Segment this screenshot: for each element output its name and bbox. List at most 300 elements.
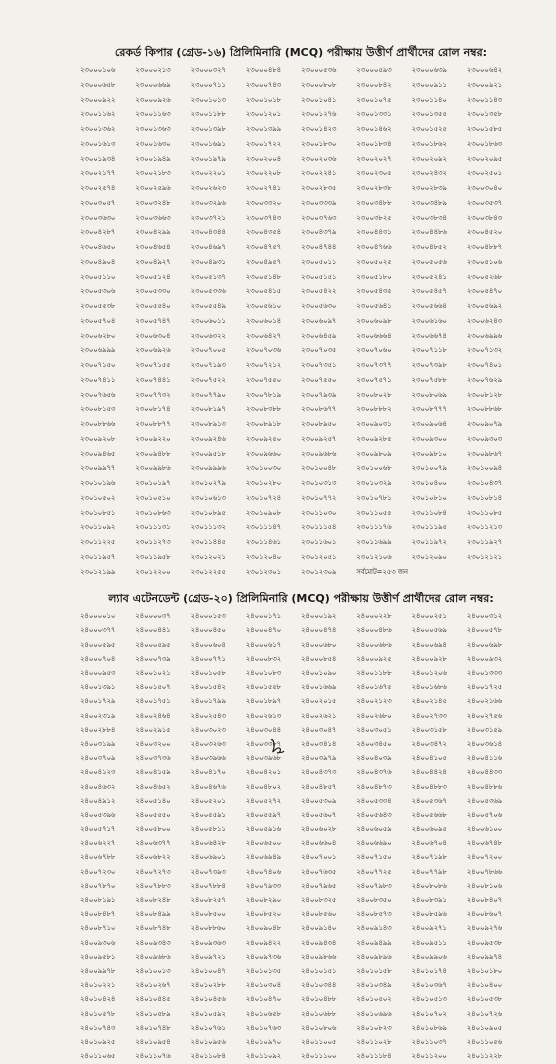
roll-number-cell: ২৪০০১১৮৮: [356, 669, 392, 677]
roll-number-cell: ২৩০০৯৪৮৮: [135, 449, 171, 458]
roll-number-cell: ২৩০১০৭৭২: [301, 493, 337, 502]
roll-number-cell: ২৪০০০৫৬৯: [411, 626, 447, 635]
roll-number-cell: ২৪০০৭৯৮৩: [356, 881, 392, 890]
roll-number-cell: ২৪০০৭৯৩৩: [245, 881, 282, 890]
roll-number-cell: ২৪০০৩০২৩: [190, 725, 226, 734]
signature: [268, 736, 286, 756]
roll-number-cell: ২৪০১০৫৮৯: [135, 1009, 171, 1018]
roll-number-cell: ২৩০১১২২৫: [80, 538, 116, 546]
roll-number-cell: ২৩০১০০৪৮: [301, 464, 337, 473]
roll-number-cell: ২৪০০১৫৪২: [190, 683, 226, 692]
roll-number-cell: ২৪০০০৬১৭: [245, 640, 282, 649]
roll-number-cell: ২৪০০৪৯১২: [80, 796, 116, 805]
roll-number-cell: ২৩০১২১২১: [466, 552, 503, 561]
roll-number-cell: ২৪০০৯৫৮১: [80, 952, 116, 961]
roll-number-cell: ২৪০১০৩৪৯: [356, 981, 392, 990]
roll-number-cell: ২৩০০৭৮১৯: [245, 390, 282, 399]
roll-number-cell: ২৪০০২৮৮৪: [80, 725, 116, 734]
roll-number-cell: ২৪০০৬৭০৪: [411, 839, 447, 848]
roll-number-cell: ২৩০০৬৬৭৪: [411, 331, 447, 340]
roll-number-cell: ২৩০০৫১৪৮: [245, 272, 282, 281]
roll-number-cell: ২৪০০০৪৮৬: [356, 626, 392, 635]
roll-number-cell: ২৩০০১৯৩৪: [80, 154, 116, 163]
roll-number-cell: ২৪০০৯৪২২: [245, 938, 282, 947]
roll-number-cell: ২৩০০৮৮৬৮: [466, 405, 503, 414]
roll-number-cell: ২৩০১০৭৮১: [356, 493, 392, 502]
roll-number-cell: ২৩০০১০১৩: [190, 95, 226, 104]
roll-number-cell: ২৩০০২৭৪১: [245, 184, 282, 192]
roll-number-cell: ২৪০০৮৮৬০: [190, 924, 226, 933]
roll-number-cell: ২৩০০৯২৪৬: [190, 434, 226, 443]
roll-number-cell: ২৩০০১৪২৩: [301, 125, 337, 133]
roll-number-cell: ২৪০০৬২২৭: [80, 839, 116, 848]
roll-number-cell: ২৪০০২১৬৬: [466, 697, 503, 706]
roll-number-cell: ২৪০১০১৭৪: [411, 966, 447, 975]
roll-number-cell: ২৪০০২১২৩: [356, 697, 392, 706]
roll-number-cell: ২৩০০০৬৬৯: [135, 80, 171, 89]
roll-number-cell: ২৪০০৮৫০০: [190, 910, 226, 919]
roll-number-cell: ২৪০০৩২৬৩: [190, 739, 226, 748]
roll-number-cell: ২৩০১০০৬৮: [356, 464, 392, 473]
roll-number-cell: ২৪০০৪১৫৯: [135, 768, 171, 777]
roll-number-cell: ২৩০০৭৬২৯: [466, 375, 503, 384]
roll-number-cell: ২৩০০৪৩৫৪: [245, 228, 282, 237]
roll-number-cell: ২৪০১০১৩৫: [245, 966, 282, 975]
roll-number-cell: ২৩০০৫৫৪৯: [190, 302, 226, 310]
roll-number-cell: ২৩০০৯০৩১: [356, 420, 392, 428]
roll-number-cell: ২৩০০১৫৮৫: [466, 125, 503, 133]
roll-number-cell: ২৩০০১৫২৫: [411, 125, 447, 133]
roll-number-cell: ২৩০০২১৭৭: [80, 169, 116, 178]
roll-number-cell: ২৩০০১৭২২: [245, 139, 282, 148]
roll-number-cell: ২৩০০৮১৫৩: [80, 405, 116, 414]
roll-number-cell: ২৩০০৮৯৫০: [301, 420, 337, 428]
roll-number-cell: ২৪০০৯১৪০: [301, 924, 337, 933]
roll-number-cell: ২৪০০২৭৫৬: [466, 711, 503, 720]
roll-number-cell: ২৩০১২০৪০: [245, 552, 282, 561]
roll-number-cell: ২৪০০৩৪১৪: [301, 739, 337, 748]
roll-number-cell: [412, 566, 467, 581]
roll-number-cell: ২৩০০৭৫৭১: [356, 375, 392, 384]
roll-number-cell: ২৪০১০৭৪৮: [135, 1023, 171, 1032]
roll-number-cell: ২৪০০৮৫২০: [245, 910, 282, 919]
roll-number-cell: ২৪০০০৬৮০: [301, 640, 337, 649]
roll-number-cell: ২৩০০৪৪৮৬: [411, 228, 447, 237]
roll-number-cell: ২৩০০০৯২১: [466, 80, 503, 89]
roll-number-cell: ২৩০০২০৯২: [411, 154, 447, 163]
roll-number-cell: ২৩০১০৪০০: [411, 479, 447, 487]
roll-number-cell: ২৩০০৮০৬৯: [411, 390, 447, 399]
roll-number-cell: ২৪০০৪১১৬: [466, 754, 503, 763]
roll-number-cell: ২৪০০৬০২৮: [301, 825, 337, 834]
roll-number-cell: ২৪০০৯৪৩৪: [301, 938, 337, 947]
roll-number-cell: ২৪০০৫৯১৬: [245, 825, 282, 834]
roll-number-cell: ২৩০০২২৪১: [301, 169, 337, 178]
roll-number-cell: ২৩০০১৮৩৪: [356, 139, 392, 148]
roll-number-cell: ২৪০০০৪৭৪: [301, 626, 337, 635]
roll-number-cell: ২৩০০১০৭৫: [356, 95, 392, 104]
roll-number-cell: ২৪০০০০১০: [80, 612, 116, 621]
roll-number-cell: ২৩০০১৩৫৫: [411, 110, 447, 119]
section1-roll-grid: [80, 64, 522, 580]
roll-number-cell: ২৪০০০১৭১: [245, 612, 282, 621]
roll-number-cell: ২৩০০১০৪১: [301, 95, 337, 104]
roll-number-cell: ২৪০১১০২৮: [356, 1037, 392, 1046]
roll-number-cell: ২৪০০৬০৯৫: [411, 825, 447, 834]
roll-number-cell: ২৩০০৫৩৩০: [135, 287, 171, 296]
roll-number-cell: ২৪০১০৪৮৮: [301, 995, 337, 1004]
roll-number-cell: ২৪০০৭৮৬৬: [466, 867, 503, 876]
roll-number-cell: ২৩০০৩৬৬৩: [135, 213, 171, 222]
roll-number-cell: ২৪০০১৫০৭: [135, 683, 171, 692]
roll-number-cell: ২৩০০৯২২০: [135, 434, 171, 443]
roll-number-cell: ২৪০০৪৬৫২: [135, 782, 171, 791]
roll-number-cell: ২৪০১০৬৯৬: [356, 1009, 392, 1018]
roll-number-cell: ২৪০০৫৬০৭: [301, 810, 337, 819]
roll-number-cell: ২৪০১০৫৩৮: [466, 995, 503, 1004]
roll-number-cell: ২৩০০১১৬২: [80, 110, 116, 119]
roll-number-cell: ২৩০০৭৭৩২: [135, 390, 171, 399]
roll-number-cell: ২৩০০৩২৯৬: [190, 198, 226, 207]
roll-number-cell: ২৪০০০৫৯৫: [135, 640, 171, 649]
roll-number-cell: ২৩০০৭৫৫০: [245, 375, 282, 384]
section2-roll-grid: [80, 610, 522, 1064]
roll-number-cell: ২৪০০৩৪৫০: [356, 739, 392, 748]
roll-number-cell: ২৩০০২৮৩৮: [356, 184, 392, 192]
roll-number-cell: ২৪০০৬৭৪৮: [466, 839, 503, 848]
roll-number-cell: ২৩০১১৯২৭: [466, 538, 503, 546]
roll-number-cell: ২৩০০৮০২৮: [356, 390, 392, 399]
roll-number-cell: ২৪০০৬৪২৮: [190, 839, 226, 848]
roll-number-cell: ২৩০১০৮৬৩: [135, 508, 171, 517]
roll-number-cell: ২৩০০১৬৯১: [190, 139, 226, 148]
roll-number-cell: ২৩০০৯৮১০: [411, 449, 447, 458]
roll-number-cell: ২৪০০৫৬৪৩: [356, 810, 392, 819]
roll-number-cell: ২৩০০৩৮৩৪: [411, 213, 447, 222]
roll-number-cell: ২৪০০২৭৩৩: [411, 711, 447, 720]
roll-number-cell: ২৪০০১২০৬: [411, 669, 447, 677]
roll-number-cell: ২৩০০৬২৮০: [80, 331, 116, 340]
roll-number-cell: ২৩০০৬৩২২: [190, 331, 226, 340]
roll-number-cell: ২৩০১১১৯৫: [411, 523, 447, 532]
roll-number-cell: ২৩০০৯০৭৯: [466, 420, 503, 428]
roll-number-cell: ২৩০০১৬১৩: [80, 139, 116, 148]
roll-number-cell: ২৪০০২৬১৩: [245, 711, 282, 720]
roll-number-cell: ২৪০১১০৮৪: [190, 1052, 226, 1061]
roll-number-cell: ২৩০১১৯৭২: [411, 538, 447, 546]
roll-number-cell: ২৪০০৪৩৭৬: [356, 768, 392, 777]
roll-number-cell: ২৪০১০৪৫৬: [190, 995, 226, 1004]
roll-number-cell: ২৪০১১১৮৪: [356, 1052, 392, 1061]
roll-number-cell: ২৪০০১৭৫১: [135, 697, 171, 706]
roll-number-cell: ২৪০০৫১৪০: [135, 796, 171, 805]
roll-number-cell: ২৩০১০৭২৪: [245, 493, 282, 502]
roll-number-cell: ২৪০০০১৯২: [301, 612, 337, 621]
roll-number-cell: ২৪০১১০৭৬: [135, 1052, 171, 1061]
roll-number-cell: ২৪০০৬৯৪৯: [245, 853, 282, 862]
roll-number-cell: ২৪০০১০৫৮: [190, 669, 226, 677]
roll-number-cell: ২৩০০৪৮৮৭: [466, 243, 503, 251]
roll-number-cell: ২৩০০২০৩৬: [301, 154, 337, 163]
roll-number-cell: ২৪০০০৪৪১: [135, 626, 171, 635]
roll-number-cell: ২৩০০০৩২৭: [190, 66, 226, 74]
roll-number-cell: ২৪০১০৪৪৫: [135, 995, 171, 1004]
roll-number-cell: ২৪০০৯০৪৮: [245, 924, 282, 933]
roll-number-cell: ২৩০১১১৩২: [190, 523, 226, 532]
roll-number-cell: ২৪০০১৩৯১: [80, 683, 116, 692]
roll-number-cell: ২৩০০৯৮৬৭: [466, 449, 503, 458]
roll-number-cell: ২৩০০৩৭২১: [190, 213, 226, 222]
roll-number-cell: ২৪০০৭০০১: [301, 853, 337, 862]
roll-number-cell: ২৪০০১০৯০: [301, 669, 337, 677]
roll-number-cell: ২৩০০৫২৬৮: [466, 272, 503, 281]
roll-number-cell: ২৩০১০১৯৬: [80, 479, 116, 487]
roll-number-cell: ২৪০০১৫৫৮: [245, 683, 282, 692]
roll-number-cell: ২৪০১১০৬৫: [80, 1052, 116, 1061]
roll-number-cell: ২৪০০৮৪৯৯: [135, 910, 171, 919]
roll-number-cell: ২৩০০৫৭০৪: [80, 316, 116, 325]
roll-number-cell: ২৩০০৯৯৮৬: [135, 464, 171, 473]
roll-number-cell: ২৪০০০৮৫৪: [301, 654, 337, 663]
roll-number-cell: ২৩০০৭১৯৩: [190, 361, 226, 369]
roll-number-cell: ২৪০০৪০৩৯: [356, 754, 392, 763]
roll-number-cell: ২৩০০৫২৪১: [411, 272, 447, 281]
roll-number-cell: ২৪০০৩৯৬৬: [190, 754, 226, 763]
roll-number-cell: ২৩০১১৬৯৯: [356, 538, 392, 546]
roll-number-cell: ২৪০০১৬৭৫: [356, 683, 392, 692]
roll-number-cell: ২৩০০০৮৪২: [356, 80, 392, 89]
roll-number-cell: ২৩০০১৬৩০: [135, 139, 171, 148]
roll-number-cell: ২৪০০০৬৮৬: [356, 640, 392, 649]
roll-number-cell: ২৪০০৭৮৭০: [80, 881, 116, 890]
roll-number-cell: ২৪০০৮৫৬০: [301, 910, 337, 919]
roll-number-cell: ২৩০০৮৯১৮: [245, 420, 282, 428]
roll-number-cell: ২৪০১০৭৬১: [190, 1023, 226, 1032]
roll-number-cell: ২৪০১০৯৫৪: [135, 1037, 171, 1046]
roll-number-cell: ২৩০০৮৬৭৭: [301, 405, 337, 414]
roll-number-cell: ২৪০০০৭৩৯: [135, 654, 171, 663]
roll-number-cell: ২৪০০৫৬৬৮: [411, 810, 447, 819]
roll-number-cell: ২৩০১০৩২৯: [356, 479, 392, 487]
roll-number-cell: ২৪০০৯৫১১: [411, 938, 447, 947]
roll-number-cell: ২৪০০৬৮২২: [135, 853, 171, 862]
roll-number-cell: ২৪০০৩০৫১: [356, 725, 392, 734]
roll-number-cell: ২৪০১০৪২৪: [80, 995, 116, 1004]
roll-number-cell: ২৪০১০৫১৩: [411, 995, 447, 1004]
roll-number-cell: ২৩০০১৮৬৩: [466, 139, 503, 148]
roll-number-cell: ২৩০০৭১৫০: [80, 361, 116, 369]
roll-number-cell: ২৪০০০৩৭৭: [80, 626, 116, 635]
roll-number-cell: ২৩০১১০৯২: [80, 523, 116, 532]
roll-number-cell: ২৪০০৪৩৭৩: [301, 768, 337, 777]
roll-number-cell: ২৩০০৬০১৪: [245, 316, 282, 325]
section2-title: ল্যাব এটেনডেন্ট (গ্রেড-২০) প্রিলিমিনারি (MCQ) পরীক্ষায় উত্তীর্ণ প্রার্থীদের রোল নম্বর:: [108, 592, 494, 606]
roll-number-cell: ২৪০০৪১০৫: [411, 754, 447, 763]
roll-number-cell: ২৪০০৮০৮৬: [411, 881, 447, 890]
roll-number-cell: ২৩০০৬০৯৭: [301, 316, 337, 325]
roll-number-cell: ২৪০০৮৩৫০: [356, 896, 392, 904]
roll-number-cell: ২৩০০১১৬৩: [135, 110, 171, 119]
roll-number-cell: ২৩০০৯২৫৭: [301, 434, 337, 443]
roll-number-cell: ২৩০০৭৪০১: [466, 361, 503, 369]
roll-number-cell: ২৩০০৬৯৯৯: [80, 346, 116, 355]
roll-number-cell: ২৩০০৫৬৩০: [301, 302, 337, 310]
roll-number-cell: ২৪০০৪৪২৪: [411, 768, 447, 777]
roll-number-cell: ২৩০০৫৪১৫: [245, 287, 282, 296]
roll-number-cell: ২৪০০৮৫৭৩: [356, 910, 392, 919]
roll-number-cell: ২৪০১০২২১: [80, 981, 116, 990]
roll-number-cell: ২৩০০৩৩৩৯: [301, 198, 337, 207]
roll-number-cell: ২৩০০৯৩০৩: [466, 434, 503, 443]
roll-number-cell: ২৪০০০৪৭০: [245, 626, 282, 635]
roll-number-cell: ২৪০০৯৫৩৮: [466, 938, 503, 947]
roll-number-cell: ২৩০০০২১৩: [135, 66, 171, 74]
roll-number-cell: ২৩০০৬৪২৭: [245, 331, 282, 340]
roll-number-cell: ২৪০০৩৯৬৮: [245, 754, 282, 763]
roll-number-cell: ২৪০১০১৫৮: [356, 966, 392, 975]
roll-number-cell: ২৩০০৭০০৫: [190, 346, 226, 355]
roll-number-cell: ২৩০০২২০৮: [245, 169, 282, 178]
roll-number-cell: ২৩০০৪৮৫২: [411, 243, 447, 251]
roll-number-cell: ২৪০০২৫৪৩: [190, 711, 226, 720]
roll-number-cell: ২৩০০০৬৪২: [466, 66, 503, 74]
roll-number-cell: ২৪০১০৬৫৮: [245, 1009, 282, 1018]
roll-number-cell: ২৩০০৮৮৬৬: [80, 420, 116, 428]
roll-number-cell: ২৪০০৪৮৮৩: [411, 782, 447, 791]
roll-number-cell: ২৪০০৪১২৩: [80, 768, 116, 777]
roll-number-cell: ২৪০০৯৮৬৬: [301, 952, 337, 961]
roll-number-cell: ২৪০১০৯২৫: [80, 1037, 116, 1046]
roll-number-cell: ২৩০১০৮৯৫: [190, 508, 226, 517]
roll-number-cell: ২৪০১০৫০২: [356, 995, 392, 1004]
roll-number-cell: ২৪০০৩১৫৮: [411, 725, 447, 734]
roll-number-cell: ২৪০১০১৮০: [466, 966, 503, 975]
roll-number-cell: ২৩০০৪৫২০: [466, 228, 503, 237]
roll-number-cell: ২৪০০১৭৯৯: [190, 697, 226, 706]
roll-number-cell: ২৩০০৫১৩৭: [190, 272, 226, 281]
roll-number-cell: ২৩০০১৯৭৯: [190, 154, 226, 163]
roll-number-cell: ২৩০০০৮০৮: [301, 80, 337, 89]
roll-number-cell: ২৩০০১৮৩০: [301, 139, 337, 148]
roll-number-cell: ২৩০০০৬৫৮: [80, 80, 116, 89]
roll-number-cell: ২৩০১১০৮৪: [411, 508, 447, 517]
roll-number-cell: ২৪০১০৯৫৬: [190, 1037, 226, 1046]
roll-number-cell: ২৪০০৯৬৮৬: [135, 952, 171, 961]
roll-number-cell: ২৩০১১৬০১: [301, 538, 337, 546]
roll-number-cell: ২৩০০৭৪৪১: [135, 375, 171, 384]
roll-number-cell: ২৪০১০৫৯২: [190, 1009, 226, 1018]
roll-number-cell: ২৪০০০৬৯৮: [466, 640, 503, 649]
roll-number-cell: ২৩০০৬৬৬৪: [356, 331, 392, 340]
roll-number-cell: ২৩০০৪৯৫৭: [245, 257, 282, 266]
roll-number-cell: ২৪০১০০৪৭: [190, 966, 226, 975]
roll-number-cell: ২৩০০২৩০৫: [356, 169, 392, 178]
roll-number-cell: ২৩০০৫৪৫৭: [411, 287, 447, 296]
roll-number-cell: ২৩০১১২১৩: [466, 523, 503, 532]
roll-number-cell: ২৩০০৮৭৭৭: [411, 405, 447, 414]
roll-number-cell: ২৪০০৭১৯৮: [411, 853, 447, 862]
roll-number-cell: ২৩০০৭৭৯০: [190, 390, 226, 399]
roll-number-cell: ২৩০০৩২৪৮: [135, 198, 171, 207]
roll-number-cell: ২৩০১০১৯৭: [135, 479, 171, 487]
roll-number-cell: ২৩০০৫৪৩৫: [356, 287, 392, 296]
roll-number-cell: ২৪০০৭২০০: [466, 853, 503, 862]
roll-number-cell: ২৩০০৭২১২: [245, 361, 282, 369]
roll-number-cell: ২৩০০৫০৫৬: [411, 257, 447, 266]
roll-number-cell: ২৪০১০৩৬৭: [411, 981, 447, 990]
roll-number-cell: ২৩০০৭৫২২: [190, 375, 226, 384]
roll-number-cell: ২৩০০৩৮৪৩: [466, 213, 503, 222]
roll-number-cell: ২৪০০৫৩০৯: [301, 796, 337, 805]
roll-number-cell: ২৩০০৮৮৭৭: [135, 420, 171, 428]
roll-number-cell: ২৪০০১৬৮৬: [411, 683, 447, 692]
roll-number-cell: ২৪০০১৭২৯: [80, 697, 116, 706]
roll-number-cell: ২৪০০০৭০৪: [80, 654, 116, 663]
roll-number-cell: ২৩০১০০৯৪: [466, 464, 503, 473]
roll-number-cell: সর্বমোট=২৫৩ জন: [356, 567, 408, 576]
roll-number-cell: ২৪০০০৬৯৪: [411, 640, 447, 649]
roll-number-cell: ২৪০০৭৮৮৩: [135, 881, 171, 890]
roll-number-cell: ২৩০১২১৯৯: [80, 567, 116, 576]
roll-number-cell: ২৪০০৫৩৯৬: [80, 810, 116, 819]
roll-number-cell: ২৪০০৪১৭০: [190, 768, 226, 777]
roll-number-cell: ২৩০০২৬২৩: [190, 184, 226, 192]
roll-number-cell: ২৪০০৮৩২৫: [301, 896, 337, 904]
roll-number-cell: ২৪০০৬৩৭৭: [135, 839, 171, 848]
roll-number-cell: ২৪০০৭৪০৬: [245, 867, 282, 876]
roll-number-cell: ২৪০০৫৫৯৭: [245, 810, 282, 819]
roll-number-cell: ২৪০০৯৩৪৩: [135, 938, 171, 947]
roll-number-cell: ২৩০০৫১৮০: [356, 272, 392, 281]
roll-number-cell: ২৪০০৩১৫৯: [466, 725, 503, 734]
roll-number-cell: ২৩০০০৯১১: [411, 80, 447, 89]
roll-number-cell: ২৪০০৫২৭২: [245, 796, 282, 805]
roll-number-cell: ২৩০০৯২৮৫: [356, 434, 392, 443]
roll-number-cell: ২৩০০৯২০৮: [80, 434, 116, 443]
roll-number-cell: ২৪০০৯৭৩৬: [245, 952, 282, 961]
roll-number-cell: ২৩০০৩০৫৭: [80, 198, 116, 207]
roll-number-cell: ২৩০১১১৪৭: [245, 523, 282, 532]
roll-number-cell: ২৩০১২২০০: [135, 567, 171, 576]
roll-number-cell: ২৩০০৩৪৮৯: [411, 198, 447, 207]
roll-number-cell: ২৩০১১১৭৬: [356, 523, 392, 532]
roll-number-cell: ২৪০০৩৭০৯: [80, 754, 116, 763]
roll-number-cell: ২৪০০৮৭৪৮: [135, 924, 171, 933]
roll-number-cell: ২৩০১০২৭৯: [190, 479, 226, 487]
roll-number-cell: ২৩০০৬৯৯৬: [466, 331, 503, 340]
roll-number-cell: ২৪০০৫২০১: [190, 796, 226, 805]
roll-number-cell: ২৩০০১৩৯৮: [190, 125, 226, 133]
roll-number-cell: ২৪০০৯৯৭৪: [466, 952, 503, 961]
roll-number-cell: ২৪০০৮৪০৭: [466, 896, 503, 904]
roll-number-cell: ২৩০০৯৯৯৬: [190, 464, 226, 473]
roll-number-cell: ২৪০০৩৬১৪: [466, 739, 503, 748]
roll-number-cell: ২৩০১১১৫৪: [301, 523, 337, 532]
roll-number-cell: ২৩০০৯৫১৮: [190, 449, 226, 458]
roll-number-cell: ২৩০০৪২৮৭: [80, 228, 116, 237]
roll-number-cell: ২৩০০৯৬৮৬: [301, 449, 337, 458]
roll-number-cell: ২৪০০৫৫৯১: [190, 810, 226, 819]
roll-number-cell: ২৩০১২২৫৫: [190, 567, 226, 576]
roll-number-cell: ২৩০১০০৭৯: [411, 464, 447, 473]
roll-number-cell: ২৩০০১২৭৬: [301, 110, 337, 119]
roll-number-cell: ২৪০০৮৫৯৬: [411, 910, 447, 919]
roll-number-cell: ২৪০০০৯৩২: [466, 654, 503, 663]
roll-number-cell: ২৪০০৭৮৮৪: [190, 881, 226, 890]
roll-number-cell: ২৪০০৬৬০৪: [301, 839, 337, 848]
roll-number-cell: ২৩০১১৪৪৫: [190, 538, 226, 546]
roll-number-cell: ২৩০০৭৩৯৮: [411, 361, 447, 369]
